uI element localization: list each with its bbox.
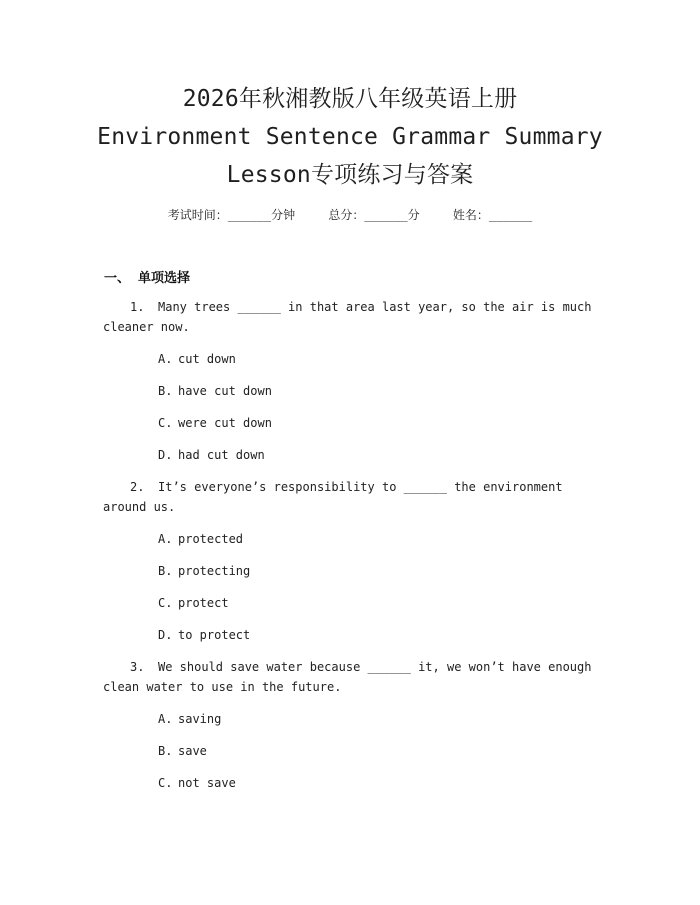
option-letter: C. [158, 776, 173, 790]
question-2-option-d [158, 627, 250, 643]
option-text: had cut down [178, 448, 265, 462]
question-2-option-c [158, 595, 229, 611]
option-letter: A. [158, 712, 173, 726]
option-text: have cut down [178, 384, 272, 398]
question-number: 3. [130, 660, 145, 674]
option-letter: D. [158, 448, 173, 462]
option-letter: A. [158, 352, 173, 366]
title-line-3: Lesson专项练习与答案 [226, 162, 474, 188]
question-number: 2. [130, 480, 145, 494]
option-text: were cut down [178, 416, 272, 430]
question-3-option-a [158, 711, 221, 727]
question-1-option-d [158, 447, 265, 463]
option-text: protect [178, 596, 229, 610]
question-3-option-b [158, 743, 207, 759]
question-1-option-b [158, 383, 272, 399]
option-text: save [178, 744, 207, 758]
option-letter: B. [158, 744, 173, 758]
question-3-option-c [158, 775, 236, 791]
student-name: 姓名：______ [452, 208, 533, 222]
question-1-option-c [158, 415, 272, 431]
option-letter: C. [158, 416, 173, 430]
question-number: 1. [130, 300, 145, 314]
question-1-option-a [158, 351, 236, 367]
question-1 [103, 297, 595, 337]
option-letter: C. [158, 596, 173, 610]
question-2-option-a [158, 531, 243, 547]
option-text: not save [178, 776, 236, 790]
option-text: protected [178, 532, 244, 546]
option-letter: A. [158, 532, 173, 546]
option-letter: B. [158, 564, 173, 578]
title-line-1: 2026年秋湘教版八年级英语上册 [182, 86, 518, 112]
section-heading [104, 267, 190, 286]
question-3 [103, 657, 595, 697]
question-2-option-b [158, 563, 250, 579]
option-text: to protect [178, 628, 251, 642]
option-text: protecting [178, 564, 251, 578]
option-text: cut down [178, 352, 236, 366]
exam-meta-row [0, 206, 700, 223]
question-text: It’s everyone’s responsibility to ______ the environment around us. [103, 480, 563, 514]
section-number: 一、 [104, 271, 131, 286]
exam-time: 考试时间：______分钟 [167, 208, 296, 222]
question-text: Many trees ______ in that area last year, so the air is much cleaner now. [103, 300, 592, 334]
section-title: 单项选择 [138, 271, 191, 286]
question-text: We should save water because ______ it, we won’t have enough clean water to use in the future. [103, 660, 592, 694]
document-title [0, 80, 700, 194]
option-letter: B. [158, 384, 173, 398]
total-score: 总分：______分 [328, 208, 420, 222]
question-2 [103, 477, 595, 517]
option-text: saving [178, 712, 222, 726]
option-letter: D. [158, 628, 173, 642]
title-line-2: Environment Sentence Grammar Summary [97, 124, 603, 150]
